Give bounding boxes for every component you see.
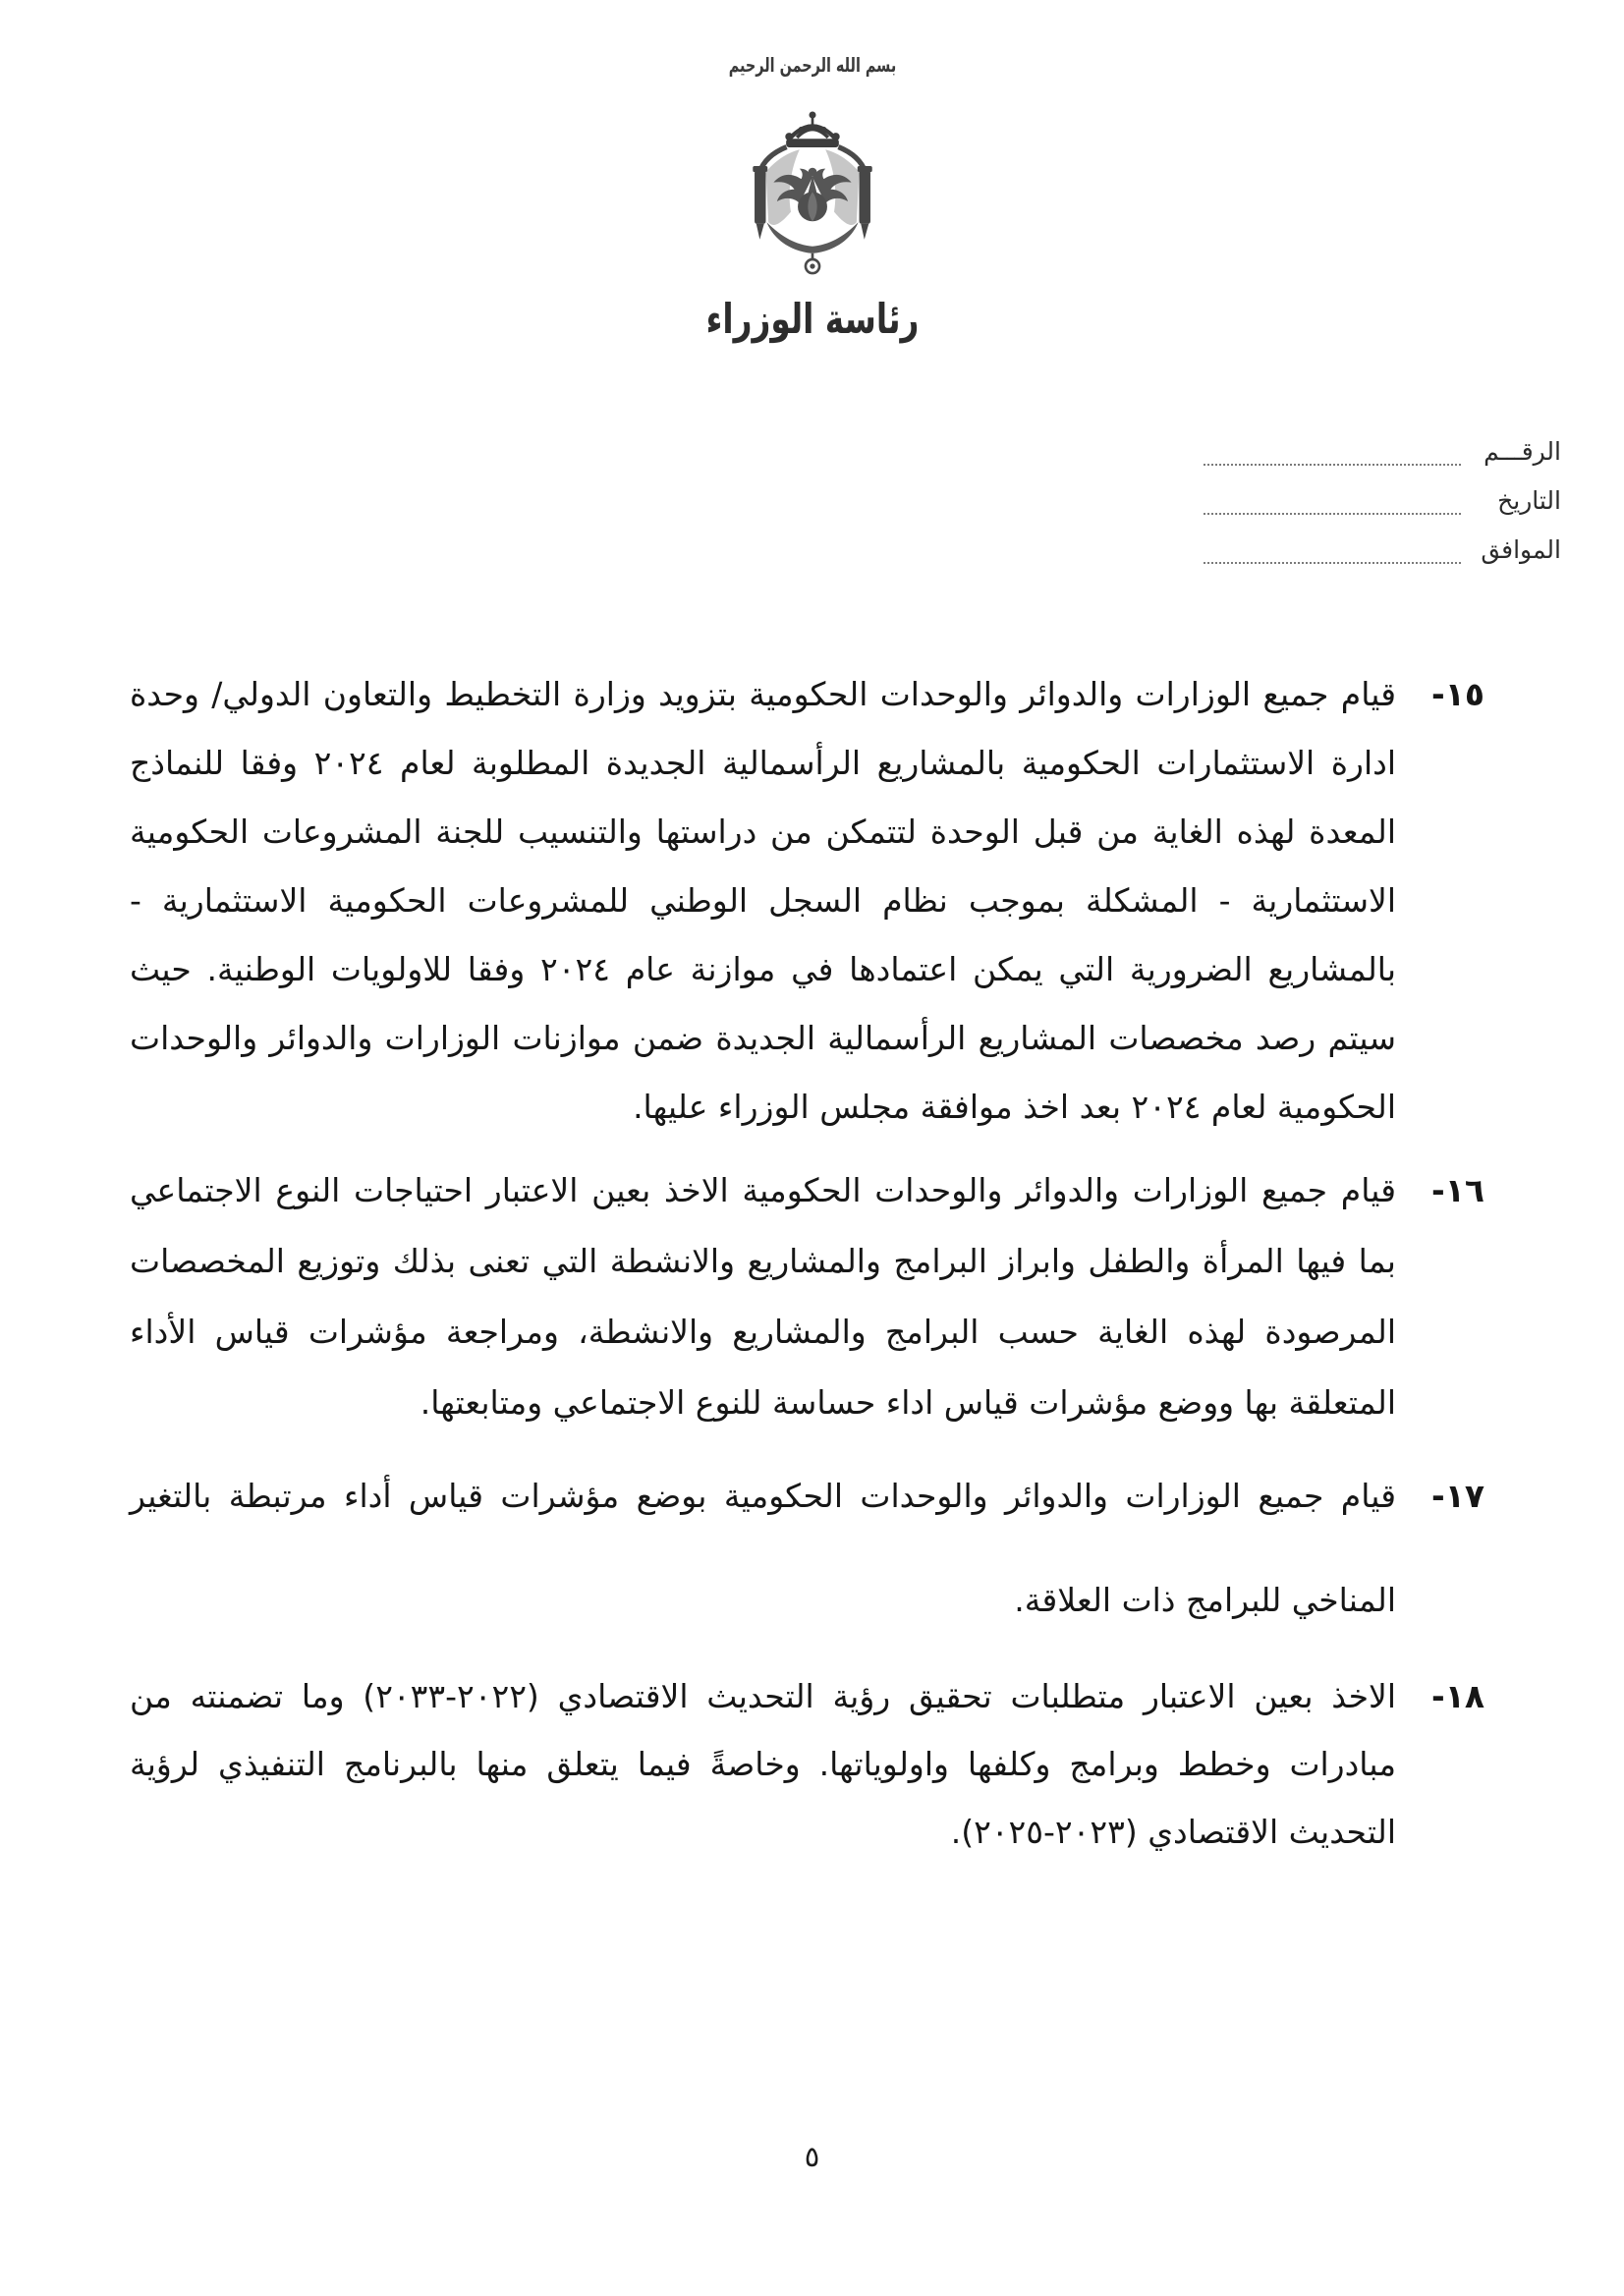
item-number: ١٨- bbox=[1431, 1677, 1484, 1715]
meta-field-corresponding bbox=[1204, 515, 1561, 564]
meta-field-dotted-line bbox=[1204, 479, 1461, 515]
item-row-18 bbox=[130, 1662, 1484, 1866]
meta-fields-block bbox=[1204, 417, 1561, 564]
jordan-royal-crest-icon bbox=[748, 108, 877, 285]
meta-field-label: التاريخ bbox=[1497, 486, 1561, 515]
item-text: قيام جميع الوزارات والدوائر والوحدات الحكومية الاخذ بعين الاعتبار احتياجات النوع الاجتماعي بما فيها المرأة والطفل وابراز البرامج والمشاريع والانشطة التي تعنى بذلك وتوزيع المخصصات المرصودة لهذه الغاية حسب البرامج والمشاريع والانشطة، ومراجعة مؤشرات قياس الأداء المتعلقة بها ووضع مؤشرات قياس اداء حساسة للنوع الاجتماعي ومتابعتها. bbox=[130, 1171, 1396, 1422]
meta-field-dotted-line bbox=[1204, 430, 1461, 466]
meta-field-label: الرقـــم bbox=[1484, 437, 1561, 466]
item-text: قيام جميع الوزارات والدوائر والوحدات الحكومية بوضع مؤشرات قياس أداء مرتبطة بالتغير المناخي للبرامج ذات العلاقة. bbox=[130, 1477, 1396, 1619]
meta-field-number bbox=[1204, 417, 1561, 466]
item-row-17 bbox=[130, 1444, 1484, 1652]
item-text: الاخذ بعين الاعتبار متطلبات تحقيق رؤية التحديث الاقتصادي (٢٠٢٢-٢٠٣٣) وما تضمنته من مبادرات وخطط وبرامج وكلفها واولوياتها. وخاصةً فيما يتعلق منها بالبرنامج التنفيذي لرؤية التحديث الاقتصادي (٢٠٢٣-٢٠٢٥). bbox=[130, 1677, 1396, 1851]
item-number: ١٥- bbox=[1431, 675, 1484, 713]
meta-field-label: الموافق bbox=[1481, 535, 1561, 564]
org-name-calligraphy: رئاسة الوزراء bbox=[705, 295, 919, 343]
item-number: ١٧- bbox=[1431, 1477, 1484, 1515]
item-row-16 bbox=[130, 1155, 1484, 1438]
item-number: ١٦- bbox=[1431, 1171, 1484, 1209]
meta-field-dotted-line bbox=[1204, 529, 1461, 564]
meta-field-date bbox=[1204, 466, 1561, 515]
body-items bbox=[130, 660, 1484, 1866]
item-text: قيام جميع الوزارات والدوائر والوحدات الحكومية بتزويد وزارة التخطيط والتعاون الدولي/ وحدة ادارة الاستثمارات الحكومية بالمشاريع الرأسمالية الجديدة المطلوبة لعام ٢٠٢٤ وفقا للنماذج المعدة لهذه الغاية من قبل الوحدة لتتمكن من دراستها والتنسيب للجنة المشروعات الحكومية الاستثمارية - المشكلة بموجب نظام السجل الوطني للمشروعات الحكومية الاستثمارية - بالمشاريع الضرورية التي يمكن اعتمادها في موازنة عام ٢٠٢٤ وفقا للاولويات الوطنية. حيث سيتم رصد مخصصات المشاريع الرأسمالية الجديدة ضمن موازنات الوزارات والدوائر والوحدات الحكومية لعام ٢٠٢٤ بعد اخذ موافقة مجلس الوزراء عليها. bbox=[130, 675, 1397, 1126]
item-row-15 bbox=[130, 660, 1484, 1142]
basmala-calligraphy: بسم الله الرحمن الرحيم bbox=[728, 53, 896, 77]
page-number: ٥ bbox=[804, 2140, 820, 2173]
